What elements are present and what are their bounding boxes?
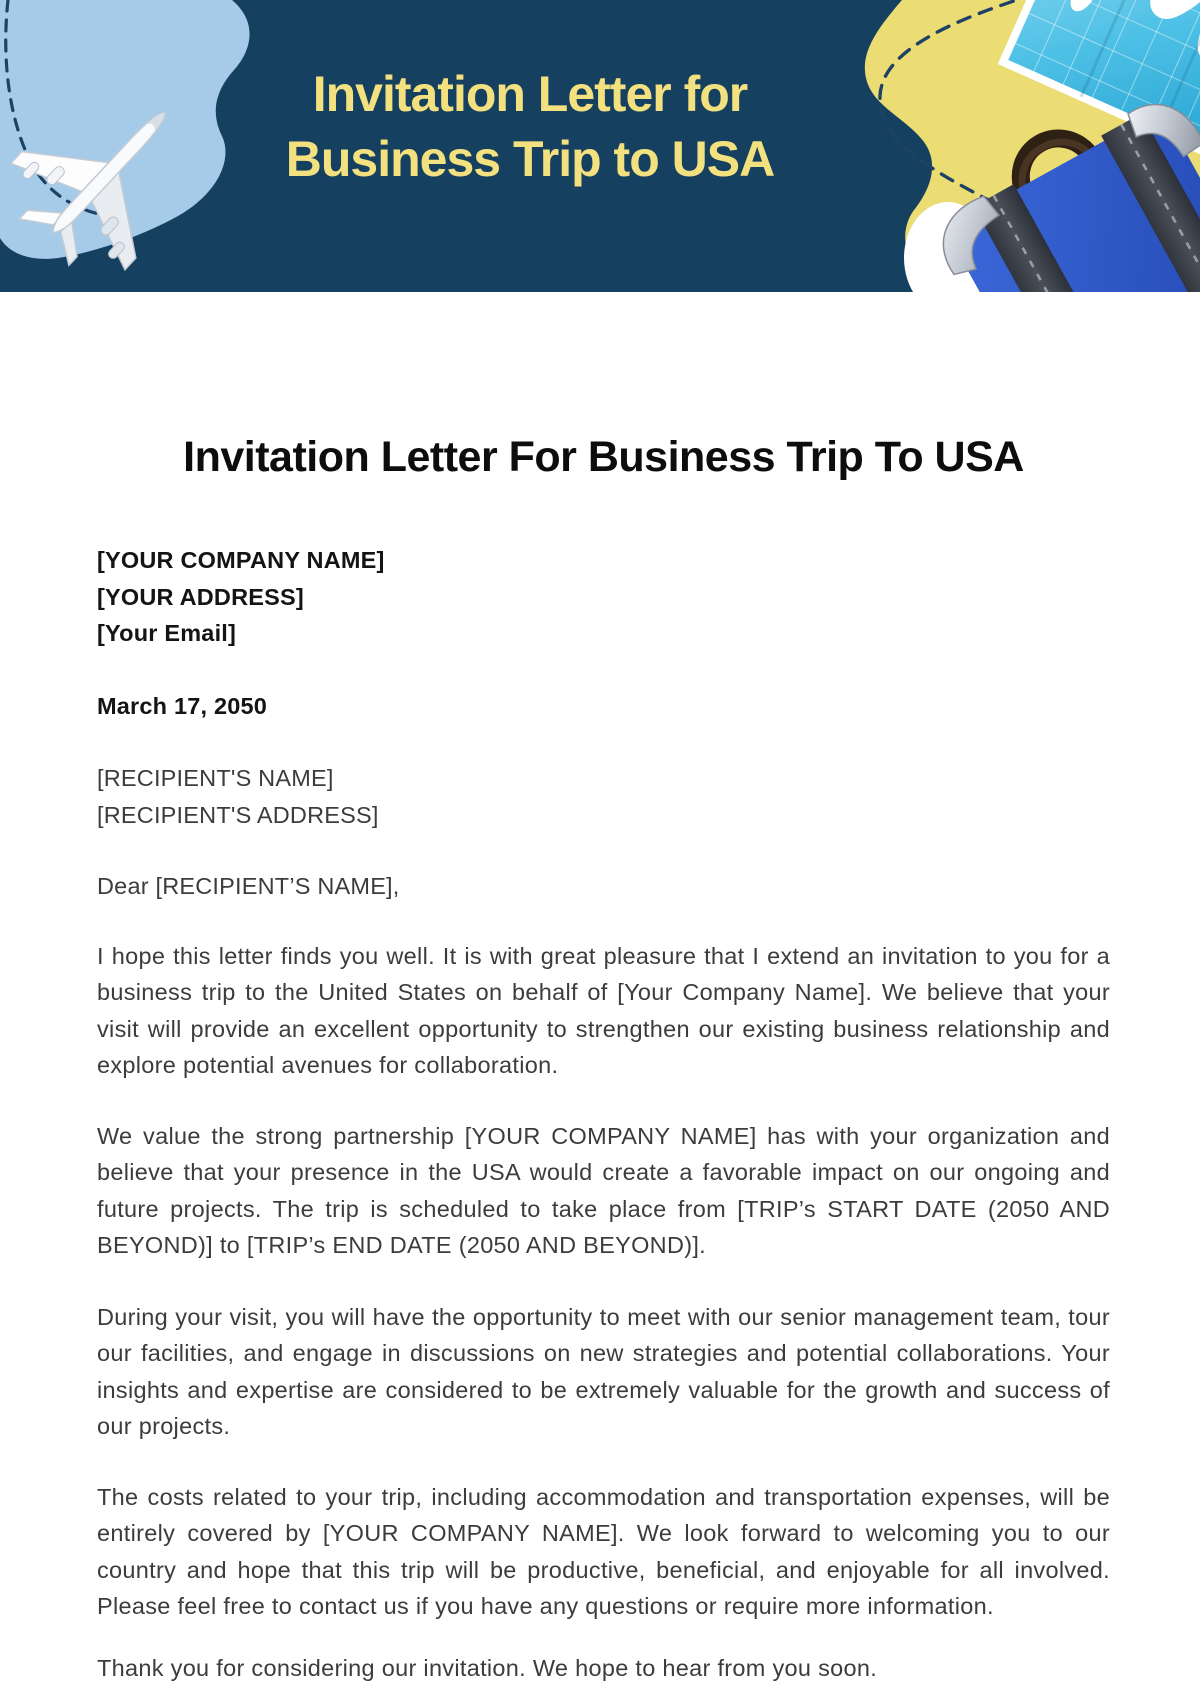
paragraph-4: The costs related to your trip, including accommodation and transportation expenses, will be entirely covered by [YOUR COMPANY NAME]. We look forward to welcoming you to our country and hope that this trip will be productive, beneficial, and enjoyable for all involved. Please feel free to contact us if you have any questions or require more information. bbox=[97, 1483, 1110, 1619]
letter-date: March 17, 2050 bbox=[97, 692, 268, 719]
paragraph-1: I hope this letter finds you well. It is with great pleasure that I extend an invitation to you for a business trip to the United States on behalf of [Your Company Name]. We believe that your visit will provide an excellent opportunity to strengthen our existing business relationship and explore potential avenues for collaboration. bbox=[97, 942, 1110, 1078]
document-heading: Invitation Letter For Business Trip To USA bbox=[183, 433, 1024, 481]
sender-address: [YOUR ADDRESS] bbox=[97, 583, 304, 610]
salutation: Dear [RECIPIENT’S NAME], bbox=[97, 873, 400, 899]
sender-company: [YOUR COMPANY NAME] bbox=[97, 547, 385, 573]
banner-title bbox=[286, 62, 774, 192]
recipient-name: [RECIPIENT'S NAME] bbox=[97, 765, 334, 791]
sender-email: [Your Email] bbox=[97, 620, 237, 646]
closing-line: Thank you for considering our invitation. We hope to hear from you soon. bbox=[97, 1654, 878, 1681]
letter-content bbox=[0, 432, 1200, 1686]
paragraph-2: We value the strong partnership [YOUR COMPANY NAME] has with your organization and believe that your presence in the USA would create a favorable impact on our ongoing and future projects. The trip is scheduled to take place from [TRIP’s START DATE (2050 AND BEYOND)] to [TRIP’s END DATE (2050 AND BEYOND)]. bbox=[97, 1122, 1110, 1258]
recipient-address: [RECIPIENT'S ADDRESS] bbox=[97, 801, 379, 828]
banner bbox=[0, 0, 1200, 292]
banner-title-line2: Business Trip to USA bbox=[285, 131, 775, 187]
recipient-block bbox=[97, 760, 1110, 833]
banner-title-line1: Invitation Letter for bbox=[312, 66, 748, 122]
paragraph-3: During your visit, you will have the opportunity to meet with our senior management team, tour our facilities, and engage in discussions on new strategies and potential collaborations. Your insights and expertise are considered to be extremely valuable for the growth and success of our projects. bbox=[97, 1303, 1110, 1439]
sender-block bbox=[97, 542, 1110, 652]
